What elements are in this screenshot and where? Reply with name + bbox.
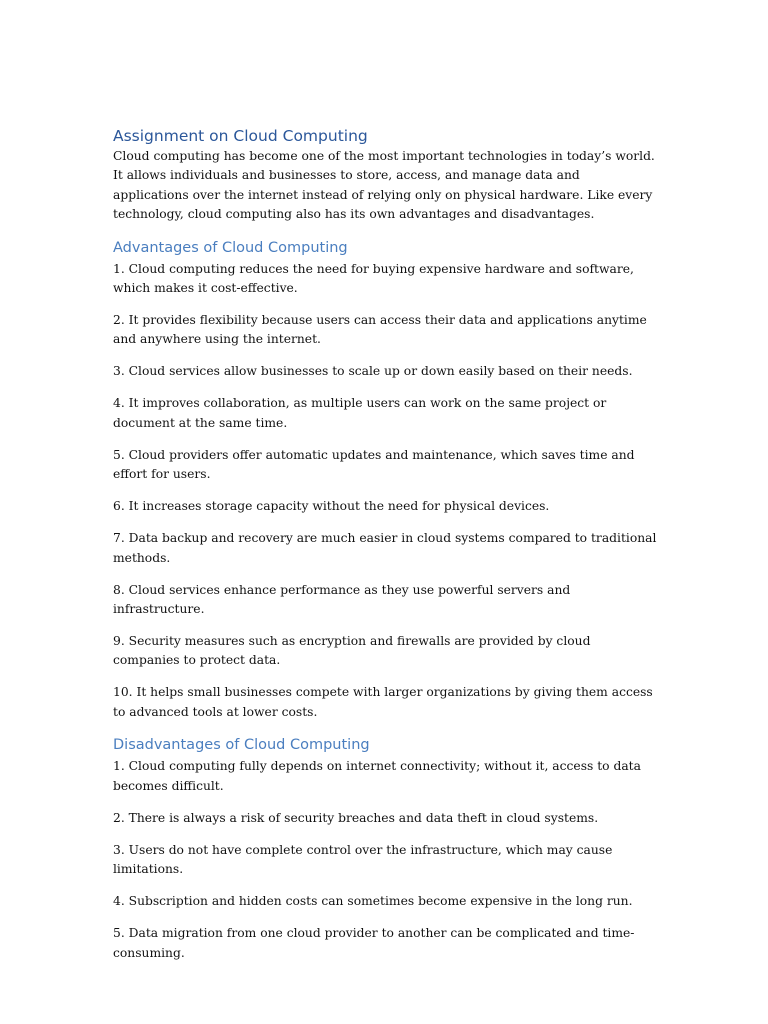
disadvantages-heading: Disadvantages of Cloud Computing (113, 737, 370, 754)
disadvantage-item-2: 2. There is always a risk of security breaches and data theft in cloud systems. (113, 810, 599, 825)
advantage-item-1: 1. Cloud computing reduces the need for buying expensive hardware and software, which makes it cost-effective. (113, 261, 634, 296)
advantage-item-8: 8. Cloud services enhance performance as they use powerful servers and infrastructure. (113, 582, 571, 617)
advantage-item-3: 3. Cloud services allow businesses to scale up or down easily based on their needs. (113, 364, 633, 379)
advantage-item-6: 6. It increases storage capacity without the need for physical devices. (113, 499, 550, 514)
disadvantage-item-3: 3. Users do not have complete control over the infrastructure, which may cause limitations. (113, 842, 613, 877)
document-title: Assignment on Cloud Computing (113, 127, 368, 145)
disadvantages-list (113, 757, 658, 963)
advantage-item-2: 2. It provides flexibility because users can access their data and applications anytime and anywhere using the internet. (113, 313, 647, 347)
advantages-heading: Advantages of Cloud Computing (113, 239, 348, 256)
advantage-item-9: 9. Security measures such as encryption and firewalls are provided by cloud companies to protect data. (113, 634, 591, 668)
advantage-item-4: 4. It improves collaboration, as multiple users can work on the same project or document at the same time. (113, 396, 607, 430)
disadvantage-item-1: 1. Cloud computing fully depends on internet connectivity; without it, access to data becomes difficult. (113, 759, 641, 793)
disadvantage-item-4: 4. Subscription and hidden costs can sometimes become expensive in the long run. (113, 894, 633, 909)
intro-paragraph: Cloud computing has become one of the most important technologies in today’s world. It allows individuals and businesses to store, access, and manage data and applications over the internet instead of relying only on physical hardware. Like every technology, cloud computing also has its own advantages and disadvantages. (113, 149, 655, 222)
advantage-item-5: 5. Cloud providers offer automatic updates and maintenance, which saves time and effort for users. (113, 447, 635, 482)
document-page (113, 126, 658, 963)
disadvantage-item-5: 5. Data migration from one cloud provider to another can be complicated and time-consuming. (113, 926, 635, 960)
advantages-list (113, 260, 658, 723)
advantage-item-10: 10. It helps small businesses compete with larger organizations by giving them access to advanced tools at lower costs. (113, 685, 653, 719)
advantage-item-7: 7. Data backup and recovery are much easier in cloud systems compared to traditional methods. (113, 531, 657, 565)
